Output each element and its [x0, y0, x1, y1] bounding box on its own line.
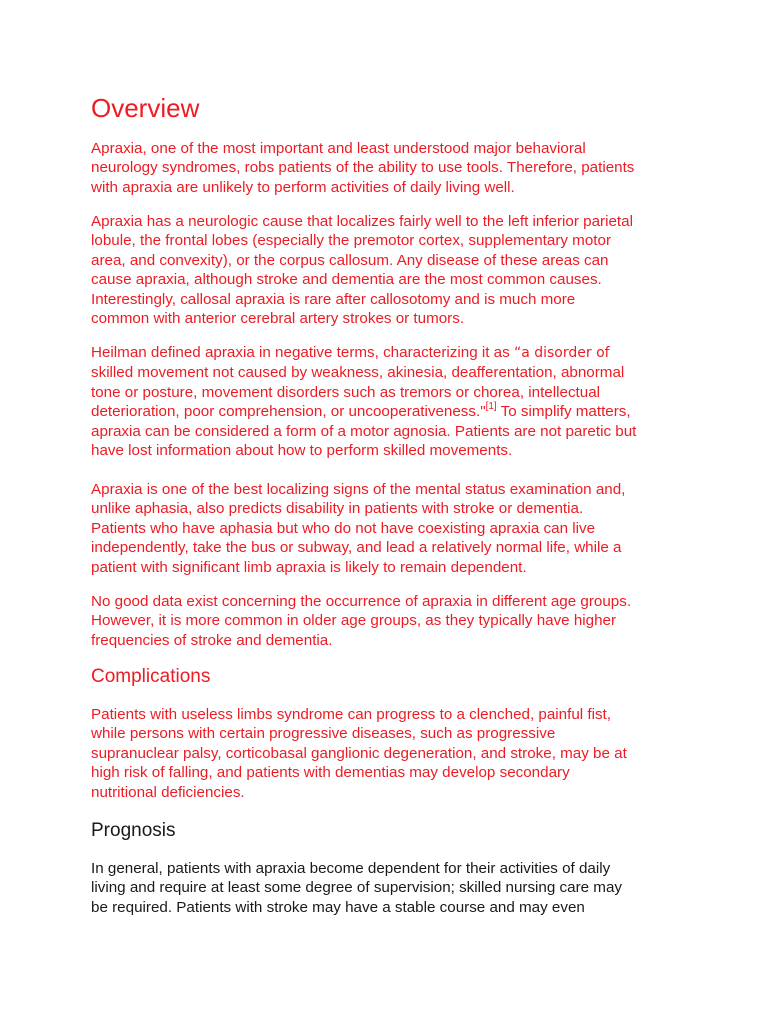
text-line: frequencies of stroke and dementia.	[91, 631, 333, 649]
text-line: In general, patients with apraxia become dependent for their activities of daily	[91, 860, 611, 877]
text-line: area, and convexity), or the corpus callosum. Any disease of these areas can	[91, 251, 609, 269]
text-line: cause apraxia, although stroke and dementia are the most common causes.	[91, 271, 602, 289]
text-line: have lost information about how to perform skilled movements.	[91, 442, 513, 460]
text-line: patient with significant limb apraxia is likely to remain dependent.	[91, 558, 527, 576]
text-line: No good data exist concerning the occurrence of apraxia in different age groups.	[91, 593, 632, 610]
overview-paragraph-heilman	[91, 343, 691, 460]
text-line: nutritional deficiencies.	[91, 783, 245, 801]
text-line	[91, 343, 691, 363]
text-line: living and require at least some degree of supervision; skilled nursing care may	[91, 879, 622, 897]
text-line: tone or posture, movement disorders such as tremors or chorea, intellectual	[91, 383, 601, 401]
overview-heading: Overview	[91, 93, 200, 123]
text-line: neurology syndromes, robs patients of the ability to use tools. Therefore, patients	[91, 159, 635, 177]
text-segment: deterioration, poor comprehension, or uncooperativeness."	[91, 403, 486, 421]
text-line: while persons with certain progressive diseases, such as progressive	[91, 725, 556, 743]
complications-paragraph	[91, 705, 691, 802]
text-line: Apraxia, one of the most important and least understood major behavioral	[91, 140, 586, 157]
text-line: skilled movement not caused by weakness, akinesia, deafferentation, abnormal	[91, 364, 625, 382]
text-line: common with anterior cerebral artery strokes or tumors.	[91, 310, 465, 328]
citation-link[interactable]: [1]	[485, 401, 497, 413]
overview-paragraph-1	[91, 139, 691, 197]
text-line: Apraxia has a neurologic cause that localizes fairly well to the left inferior parietal	[91, 213, 633, 230]
overview-paragraph-5	[91, 592, 691, 650]
overview-paragraph-2	[91, 212, 691, 328]
text-line: Patients with useless limbs syndrome can progress to a clenched, painful fist,	[91, 706, 612, 723]
text-segment: To simplify matters,	[496, 403, 631, 421]
text-line: supranuclear palsy, corticobasal ganglionic degeneration, and stroke, may be at	[91, 744, 627, 762]
text-line: high risk of falling, and patients with dementias may develop secondary	[91, 764, 570, 782]
text-line: unlike aphasia, also predicts disability in patients with stroke or dementia.	[91, 500, 584, 518]
overview-paragraph-4	[91, 480, 691, 577]
text-line: Apraxia is one of the best localizing signs of the mental status examination and,	[91, 481, 626, 498]
prognosis-paragraph	[91, 859, 691, 917]
text-line: lobule, the frontal lobes (especially the premotor cortex, supplementary motor	[91, 232, 612, 250]
text-line: However, it is more common in older age groups, as they typically have higher	[91, 612, 617, 630]
text-line: Interestingly, callosal apraxia is rare after callosotomy and is much more	[91, 290, 576, 308]
text-segment: Heilman defined apraxia in negative terms, characterizing it as	[91, 344, 514, 361]
text-line: be required. Patients with stroke may have a stable course and may even	[91, 898, 585, 916]
complications-heading: Complications	[91, 666, 211, 687]
quote-start: “a disorder of	[513, 345, 610, 361]
text-line: with apraxia are unlikely to perform activities of daily living well.	[91, 178, 515, 196]
text-line	[91, 402, 691, 421]
text-line: Patients who have aphasia but who do not have coexisting apraxia can live	[91, 519, 596, 537]
text-line: apraxia can be considered a form of a motor agnosia. Patients are not paretic but	[91, 422, 637, 440]
text-line: independently, take the bus or subway, and lead a relatively normal life, while a	[91, 539, 622, 557]
prognosis-heading: Prognosis	[91, 820, 176, 841]
